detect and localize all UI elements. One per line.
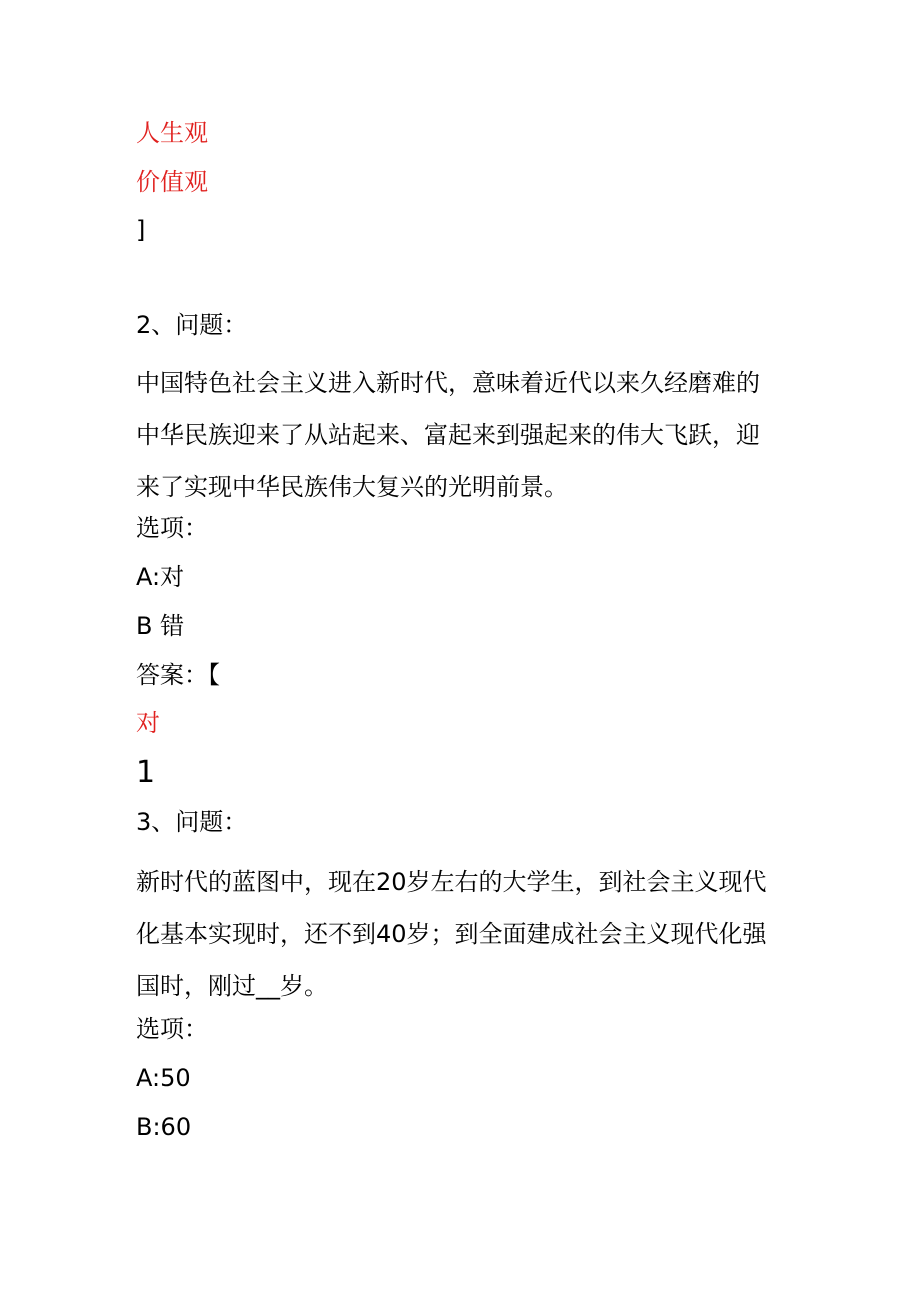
- q2-text-line-1: 中国特色社会主义进入新时代，意味着近代以来久经磨难的: [136, 369, 760, 397]
- q2-close-mark: 1: [136, 755, 156, 790]
- q2-text-line-2: 中华民族迎来了从站起来、富起来到强起来的伟大飞跃，迎: [136, 421, 760, 449]
- q2-option-a: A:对: [136, 563, 185, 591]
- q2-text-line-3: 来了实现中华民族伟大复兴的光明前景。: [136, 473, 568, 501]
- q3-option-a: A:50: [136, 1064, 191, 1092]
- q2-option-b: B 错: [136, 612, 185, 640]
- q2-answer-label: 答案：【: [136, 661, 220, 689]
- q3-options-label: 选项：: [136, 1015, 208, 1043]
- q3-question-text: [136, 856, 796, 1012]
- q1-answer-item-1: 人生观: [136, 119, 208, 147]
- q3-text-line-2: 化基本实现时，还不到40岁；到全面建成社会主义现代化强: [136, 920, 767, 948]
- q3-option-b: B:60: [136, 1113, 192, 1141]
- q3-label: 3、问题：: [136, 808, 248, 836]
- q3-text-line-3: 国时，刚过__岁。: [136, 972, 328, 1000]
- q2-label: 2、问题：: [136, 311, 248, 339]
- q1-answer-item-2: 价值观: [136, 168, 208, 196]
- q3-text-line-1: 新时代的蓝图中，现在20岁左右的大学生，到社会主义现代: [136, 868, 767, 896]
- q2-question-text: [136, 357, 796, 513]
- q2-options-label: 选项：: [136, 514, 208, 542]
- q1-close-bracket: ]: [136, 216, 146, 244]
- q2-answer-value: 对: [136, 709, 160, 737]
